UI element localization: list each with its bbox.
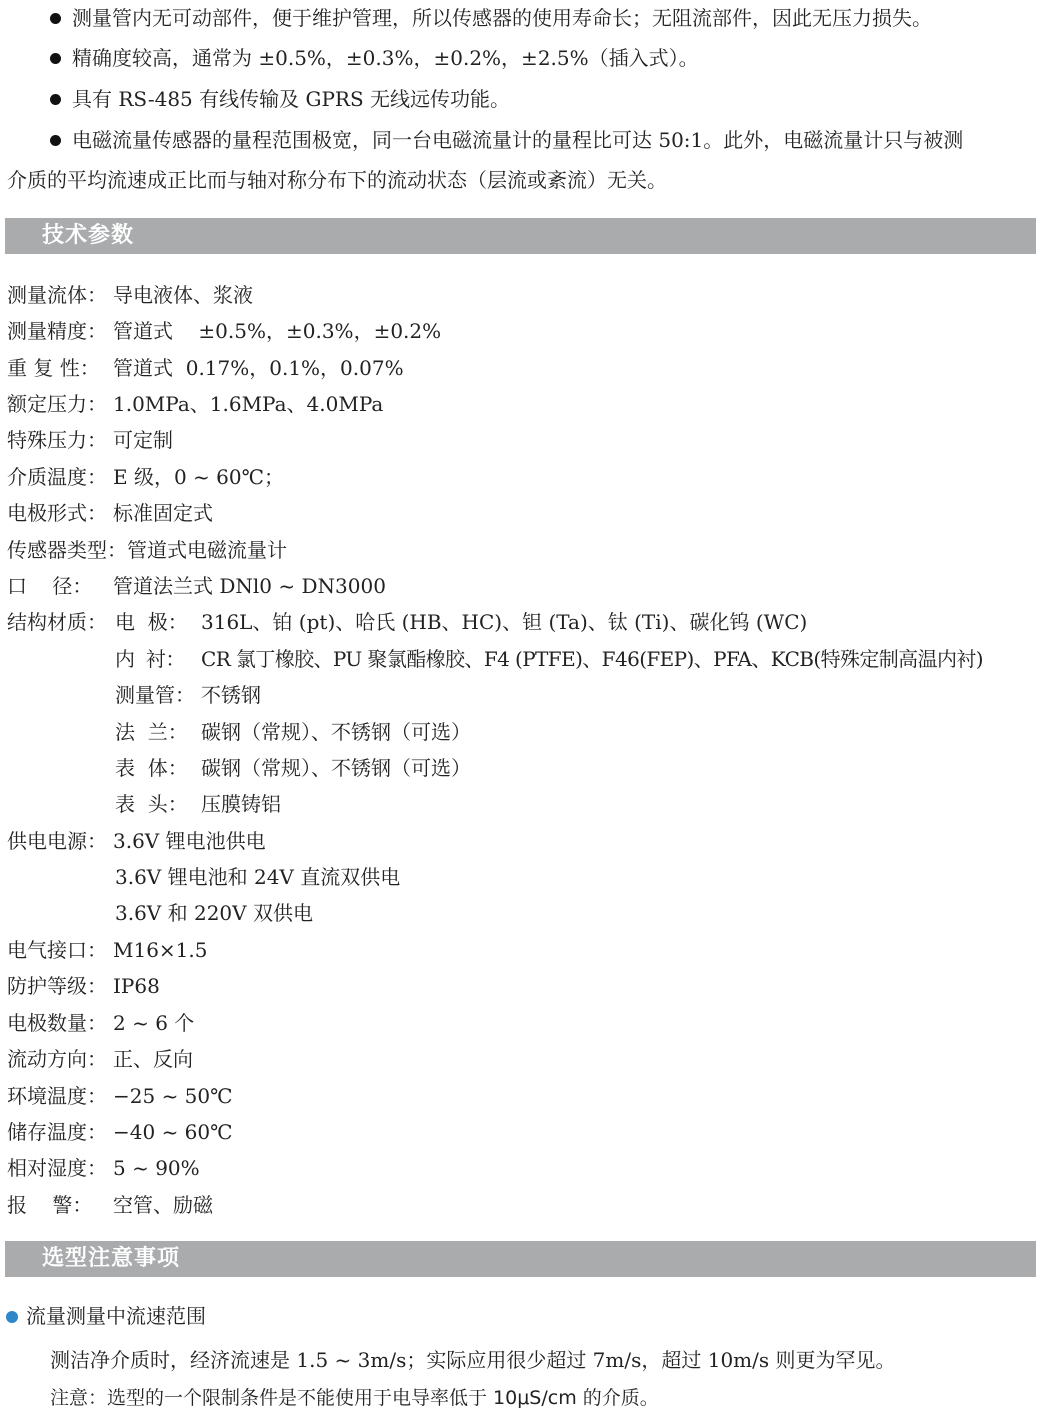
spec-row: 电气接口： M16×1.5 [7, 938, 208, 962]
spec-row: 介质温度： E 级，0 ~ 60℃； [7, 465, 284, 489]
spec-row: 储存温度： −40 ~ 60℃ [7, 1120, 233, 1144]
bullet-dot-icon [50, 13, 61, 24]
spec-row: 防护等级： IP68 [7, 974, 160, 998]
bullet-dot-icon [50, 135, 61, 146]
subheading: 流量测量中流速范围 [26, 1304, 206, 1328]
spec-row: 环境温度： −25 ~ 50℃ [7, 1084, 233, 1108]
bullet-dot-icon [6, 1311, 18, 1323]
spec-row: 电极形式： 标准固定式 [7, 501, 213, 525]
spec-row: 相对湿度： 5 ~ 90% [7, 1156, 200, 1180]
spec-row: 测量流体： 导电液体、浆液 [7, 283, 253, 307]
material-row: 表 体： 碳钢（常规）、不锈钢（可选） [115, 756, 471, 780]
spec-row: 额定压力： 1.0MPa、1.6MPa、4.0MPa [7, 392, 384, 416]
material-row: 测量管： 不锈钢 [115, 683, 261, 707]
bullet-dot-icon [50, 53, 61, 64]
intro-bullet: 具有 RS-485 有线传输及 GPRS 无线远传功能。 [0, 85, 1037, 113]
intro-bullet: 电磁流量传感器的量程范围极宽，同一台电磁流量计的量程比可达 50:1。此外，电磁流量计只与被测 [0, 126, 1037, 154]
spec-row: 结构材质： [7, 610, 107, 634]
section-header-tech [5, 218, 1036, 254]
spec-row: 电极数量： 2 ~ 6 个 [7, 1011, 195, 1035]
spec-row: 报 警： 空管、励磁 [7, 1193, 213, 1217]
material-row: 表 头： 压膜铸铝 [115, 792, 281, 816]
spec-row: 传感器类型：管道式电磁流量计 [7, 538, 287, 562]
spec-row: 重 复 性： 管道式 0.17%，0.1%，0.07% [7, 356, 404, 380]
spec-row: 特殊压力： 可定制 [7, 428, 173, 452]
material-row: 电 极： 316L、铂 (pt)、哈氏 (HB、HC)、钽 (Ta)、钛 (Ti)、碳化钨 (WC) [115, 610, 808, 634]
material-row: 法 兰： 碳钢（常规）、不锈钢（可选） [115, 720, 471, 744]
section-title: 技术参数 [42, 223, 135, 248]
spec-row: 口 径： 管道法兰式 DNl0 ~ DN3000 [7, 574, 386, 598]
spec-row-power: 供电电源： 3.6V 锂电池供电 [7, 829, 266, 853]
spec-row: 测量精度： 管道式 ±0.5%，±0.3%，±0.2% [7, 319, 442, 343]
body-line: 测洁净介质时，经济流速是 1.5 ~ 3m/s；实际应用很少超过 7m/s，超过 10m/s 则更为罕见。 [50, 1348, 896, 1372]
intro-continuation: 介质的平均流速成正比而与轴对称分布下的流动状态（层流或紊流）无关。 [7, 168, 667, 192]
note-line: 注意：选型的一个限制条件是不能使用于电导率低于 10μS/cm 的介质。 [50, 1387, 659, 1409]
intro-bullet: 测量管内无可动部件，便于维护管理，所以传感器的使用寿命长；无阻流部件，因此无压力损失。 [0, 4, 1037, 32]
section-title: 选型注意事项 [42, 1246, 181, 1271]
power-line: 3.6V 和 220V 双供电 [115, 901, 313, 925]
bullet-dot-icon [50, 94, 61, 105]
material-row: 内 衬： CR 氯丁橡胶、PU 聚氯酯橡胶、F4 (PTFE)、F46(FEP)、PFA、KCB(特殊定制高温内衬) [115, 647, 983, 671]
spec-row: 流动方向： 正、反向 [7, 1047, 193, 1071]
section-header-selection [5, 1241, 1036, 1277]
power-line: 3.6V 锂电池和 24V 直流双供电 [115, 865, 401, 889]
intro-bullet: 精确度较高，通常为 ±0.5%，±0.3%，±0.2%，±2.5%（插入式）。 [0, 44, 1037, 72]
